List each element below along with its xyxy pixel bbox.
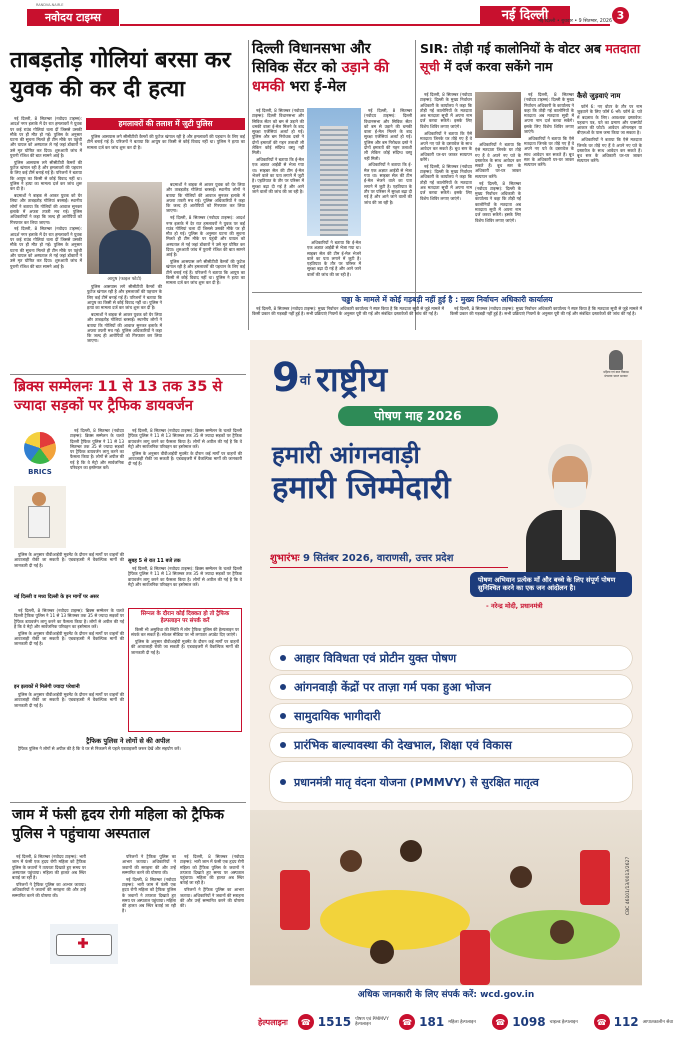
victim-photo-caption: आयुष (फाइल फोटो)	[107, 277, 142, 282]
heart-para-6: परिजनों ने ट्रैफिक पुलिस का आभार जताया। अधिकारियों ने जवानों की सराहना की और उन्हें सम्मानित करने की घोषणा की।	[180, 887, 244, 909]
headline-heart-patient: जाम में फंसी हृदय रोगी महिला को ट्रैफिक पुलिस ने पहुंचाया अस्पताल	[12, 807, 225, 842]
photo-chair-1	[280, 870, 310, 930]
brics-box-title: सिग्नल के दौरान कोई दिक्कत हो तो ट्रैफिक हेल्पलाइन पर संपर्क करें	[140, 611, 230, 624]
bullet-icon	[280, 713, 286, 719]
ad-point-4-text: प्रारंभिक बाल्यावस्था की देखभाल, शिक्षा एवं विकास	[294, 737, 512, 752]
chadha-para-1: नई दिल्ली, 8 सितम्बर (नवोदय टाइम्स): मुख्य निर्वाचन अधिकारी कार्यालय ने स्पष्ट किया है कि मतदाता सूची से जुड़े मामले में किसी प्रकार की गड़बड़ी नहीं हुई है। सभी प्रक्रियाएं नियमों के अनुसार पूरी की गईं और संबंधित दस्तावेजों की जांच की गई है।	[252, 306, 444, 317]
brics-sub-3: इन इलाकों में मिलेगी ज्यादा परेशानी	[14, 684, 80, 690]
sir-para-7: अधिकारियों ने बताया कि ऐसे मतदाता जिनके घर तोड़े गए हैं वे अपने नए पते के दस्तावेज के साथ आवेदन कर सकते हैं। बूथ स्तर के अधिकारी घर-घर जाकर सत्यापन करेंगे।	[524, 135, 574, 168]
sir-box-body	[577, 104, 642, 324]
ad-emblem	[602, 350, 630, 398]
brics-para-5: पुलिस के अनुसार वीवीआईपी मूवमेंट के दौरान कई मार्गों पर वाहनों की आवाजाही रोकी जा सकती है। एडवाइजरी में वैकल्पिक मार्गों की जानकारी दी गई है।	[14, 692, 124, 708]
helpline-3-num: 1098	[512, 1015, 546, 1029]
brics-sub-2: सुबह 5 से रात 11 बजे तक	[128, 558, 181, 564]
headline-sir	[420, 40, 642, 76]
brics-para-1: नई दिल्ली, 8 सितम्बर (नवोदय टाइम्स): ब्रिक्स सम्मेलन के चलते दिल्ली ट्रैफिक पुलिस ने 11 से 13 सितम्बर तक 35 से ज्यादा सड़कों पर ट्रैफिक डायवर्जन लागू करने का फैसला किया है। लोगों से अपील की गई है कि वे मेट्रो और सार्वजनिक परिवहन का इस्तेमाल करें।	[70, 428, 124, 471]
ad-point-3	[270, 704, 632, 728]
ad-quote-box	[470, 572, 632, 638]
anganwadi-children-photo	[250, 810, 642, 985]
brics-para-7: पुलिस के अनुसार वीवीआईपी मूवमेंट के दौरान कई मार्गों पर वाहनों की आवाजाही रोकी जा सकती है। एडवाइजरी में वैकल्पिक मार्गों की जानकारी दी गई है।	[128, 450, 242, 467]
ad-title-num: 9	[272, 355, 300, 401]
heart-para-3: परिजनों ने ट्रैफिक पुलिस का आभार जताया। अधिकारियों ने जवानों की सराहना की और उन्हें सम्मानित करने की घोषणा की।	[122, 854, 176, 875]
ad-point-2	[270, 675, 632, 699]
civic-tower	[320, 126, 348, 236]
shooting-para-1: नई दिल्ली, 8 सितम्बर (नवोदय टाइम्स): आदर्श नगर इलाके में देर रात हमलावरों ने युवक पर कई राउंड गोलियां चला दीं जिससे उसकी मौके पर ही मौत हो गई। पुलिस के अनुसार घटना की सूचना मिलते ही टीम मौके पर पहुंची और घायल को अस्पताल ले गई जहां डॉक्टरों ने उसे मृत घोषित कर दिया। शुरुआती जांच में पुरानी रंजिश की बात सामने आई है।	[10, 116, 82, 159]
ad-point-5-text: प्रधानमंत्री मातृ वंदना योजना (PMMVY) से सुरक्षित मातृत्व	[294, 775, 539, 789]
helpline-1	[298, 1014, 389, 1030]
headline-bomb-c: भरा ई-मेल	[284, 79, 347, 95]
ad-point-3-text: सामुदायिक भागीदारी	[294, 708, 381, 723]
bomb-para-4: नई दिल्ली, 8 सितम्बर (नवोदय टाइम्स): दिल्ली विधानसभा और सिविक सेंटर को बम से उड़ाने की धमकी वाला ई-मेल मिलने के बाद सुरक्षा एजेंसियां अलर्ट हो गईं। पुलिस और बम निरोधक दस्ते ने दोनों इमारतों की गहन तलाशी ली लेकिन कोई संदिग्ध वस्तु नहीं मिली।	[364, 108, 412, 161]
ad-helplines-label: हेल्पलाइनः	[258, 1017, 288, 1027]
shooting-para-10: बदमाशों ने बाइक से आकर युवक को घेर लिया और ताबड़तोड़ गोलियां बरसाईं। स्थानीय लोगों ने बताया कि गोलियों की आवाज सुनकर इलाके में अफरा तफरी मच गई। पुलिस अधिकारियों ने कहा कि जल्द ही आरोपियों को गिरफ्तार कर लिया जाएगा।	[87, 311, 162, 344]
ad-event-line	[270, 550, 510, 564]
ad-quote-by: - नरेन्द्र मोदी, प्रधानमंत्री	[486, 601, 543, 610]
photo-table	[320, 890, 470, 950]
headline-sir-c: में दर्ज करवा सकेंगे नाम	[439, 59, 553, 74]
sir-para-3: नई दिल्ली, 8 सितम्बर (नवोदय टाइम्स): दिल्ली के मुख्य निर्वाचन अधिकारी के कार्यालय ने कहा कि तोड़ी गई कालोनियों के मतदाता अब मतदाता सूची में अपना नाम दर्ज करवा सकेंगे। इसके लिए विशेष शिविर लगाए जाएंगे।	[420, 163, 472, 201]
photo-child-3	[510, 866, 532, 888]
helpline-4-label: आपातकालीन सेवा	[642, 1019, 674, 1025]
sir-para-4: अधिकारियों ने बताया कि ऐसे मतदाता जिनके घर तोड़े गए हैं वे अपने नए पते के दस्तावेज के साथ आवेदन कर सकते हैं। बूथ स्तर के अधिकारी घर-घर जाकर सत्यापन करेंगे।	[475, 142, 521, 179]
story-bomb-threat	[252, 34, 412, 334]
helpline-1-label: पोषण एवं PMMVY हेल्पलाइन	[355, 1017, 389, 1027]
shooting-para-8: पुलिस आसपास लगे सीसीटीवी कैमरों की फुटेज खंगाल रही है और हमलावरों की पहचान के लिए कई टीमें बनाई गई हैं। परिजनों ने बताया कि आयुष का किसी से कोई विवाद नहीं था। पुलिस ने हत्या का मामला दर्ज कर जांच शुरू कर दी है।	[166, 259, 245, 286]
helpline-4	[594, 1014, 677, 1030]
phone-icon: ☎	[492, 1014, 508, 1030]
heart-col-3	[180, 854, 244, 1036]
ambulance-photo	[50, 924, 118, 964]
brics-logo-petals	[24, 432, 56, 464]
shooting-subhead: हमलावरों की तलाश में जुटी पुलिस	[86, 118, 245, 130]
ad-contact-bar	[250, 986, 642, 1004]
heart-para-2: परिजनों ने ट्रैफिक पुलिस का आभार जताया। अधिकारियों ने जवानों की सराहना की और उन्हें सम्मानित करने की घोषणा की।	[12, 881, 86, 898]
shooting-para-2: पुलिस आसपास लगे सीसीटीवी कैमरों की फुटेज खंगाल रही है और हमलावरों की पहचान के लिए कई टीमें बनाई गई हैं। परिजनों ने बताया कि आयुष का किसी से कोई विवाद नहीं था। पुलिस ने हत्या का मामला दर्ज कर जांच शुरू कर दी है।	[10, 159, 82, 192]
brics-box-para-1: किसी भी असुविधा की स्थिति में लोग ट्रैफिक पुलिस की हेल्पलाइन पर संपर्क कर सकते हैं। सोशल मीडिया पर भी लगातार अपडेट दिए जाएंगे।	[131, 627, 239, 638]
story-brics	[10, 376, 246, 801]
headline-bomb-threat	[252, 40, 412, 97]
ad-point-1	[270, 646, 632, 670]
ashoka-emblem-icon	[609, 350, 623, 370]
poshan-ad	[250, 340, 674, 1040]
story-chadha	[252, 294, 642, 338]
phone-icon: ☎	[594, 1014, 610, 1030]
masthead-rule-left	[120, 24, 480, 26]
heart-col-2	[122, 854, 176, 1036]
brics-col-1	[70, 428, 124, 548]
shooting-para-5: पुलिस आसपास लगे सीसीटीवी कैमरों की फुटेज खंगाल रही है और हमलावरों की पहचान के लिए कई टीमें बनाई गई हैं। परिजनों ने बताया कि आयुष का किसी से कोई विवाद नहीं था। पुलिस ने हत्या का मामला दर्ज कर जांच शुरू कर दी है।	[87, 134, 245, 150]
helpline-2	[399, 1014, 482, 1030]
ad-emblem-caption: महिला एवं बाल विकास मंत्रालय भारत सरकार	[603, 370, 629, 378]
brics-para-4: पुलिस के अनुसार वीवीआईपी मूवमेंट के दौरान कई मार्गों पर वाहनों की आवाजाही रोकी जा सकती है। एडवाइजरी में वैकल्पिक मार्गों की जानकारी दी गई है।	[14, 630, 124, 647]
ad-tagline	[272, 440, 512, 506]
chadha-body	[252, 306, 642, 334]
heart-para-5: नई दिल्ली, 8 सितम्बर (नवोदय टाइम्स): भारी जाम में फंसी एक हृदय रोगी महिला को ट्रैफिक पुलिस के जवानों ने तत्परता दिखाते हुए समय पर अस्पताल पहुंचाया। महिला की हालत अब स्थिर बताई जा रही है।	[180, 854, 244, 886]
shooting-col-2	[87, 134, 245, 176]
headline-brics: ब्रिक्स सम्मेलनः 11 से 13 तक 35 से ज्यादा सड़कों पर ट्रैफिक डायवर्जन	[14, 379, 223, 414]
sir-box-title: कैसे जुड़वाएं नाम	[577, 92, 621, 100]
brics-logo-text: BRICS	[28, 468, 52, 476]
phone-icon: ☎	[399, 1014, 415, 1030]
ad-event-detail: 9 सितंबर 2026, वाराणसी, उत्तर प्रदेश	[303, 553, 454, 564]
brics-col-1d	[14, 692, 124, 732]
cop-head	[32, 492, 46, 506]
ad-helplines	[250, 1004, 674, 1040]
ad-subtitle: पोषण माह 2026	[338, 406, 498, 426]
page-number: 3	[612, 7, 629, 24]
helpline-3	[492, 1014, 583, 1030]
brics-col-2	[128, 428, 242, 556]
voter-photo	[475, 92, 521, 138]
brics-para-3: नई दिल्ली, 8 सितम्बर (नवोदय टाइम्स): ब्रिक्स सम्मेलन के चलते दिल्ली ट्रैफिक पुलिस ने 11 से 13 सितम्बर तक 35 से ज्यादा सड़कों पर ट्रैफिक डायवर्जन लागू करने का फैसला किया है। लोगों से अपील की गई है कि वे मेट्रो और सार्वजनिक परिवहन का इस्तेमाल करें।	[14, 608, 124, 629]
masthead-rule-right	[570, 24, 610, 26]
headline-bomb-b: उड़ाने की धमकी	[252, 60, 390, 95]
helpline-1-num: 1515	[317, 1015, 352, 1029]
sir-box-para-1: फॉर्म 6: नए वोटर के तौर पर नाम जुड़वाने के लिए फॉर्म 6 भरें। फॉर्म 8: पते में बदलाव के लिए। आवश्यक दस्तावेज: पहचान पत्र, पते का प्रमाण और पासपोर्ट आकार की फोटो। आवेदन ऑनलाइन या बीएलओ के पास जमा किया जा सकता है।	[577, 104, 642, 136]
masthead	[0, 0, 650, 34]
victim-photo-body	[99, 230, 151, 274]
pm-shirt	[562, 510, 580, 560]
brics-para-6: नई दिल्ली, 8 सितम्बर (नवोदय टाइम्स): ब्रिक्स सम्मेलन के चलते दिल्ली ट्रैफिक पुलिस ने 11 से 13 सितम्बर तक 35 से ज्यादा सड़कों पर ट्रैफिक डायवर्जन लागू करने का फैसला किया है। लोगों से अपील की गई है कि वे मेट्रो और सार्वजनिक परिवहन का इस्तेमाल करें।	[128, 428, 242, 449]
chadha-para-2: नई दिल्ली, 8 सितम्बर (नवोदय टाइम्स): मुख्य निर्वाचन अधिकारी कार्यालय ने स्पष्ट किया है कि मतदाता सूची से जुड़े मामले में किसी प्रकार की गड़बड़ी नहीं हुई है। सभी प्रक्रियाएं नियमों के अनुसार पूरी की गईं और संबंधित दस्तावेजों की जांच की गई है।	[450, 306, 642, 317]
brics-box-para-2: पुलिस के अनुसार वीवीआईपी मूवमेंट के दौरान कई मार्गों पर वाहनों की आवाजाही रोकी जा सकती है। एडवाइजरी में वैकल्पिक मार्गों की जानकारी दी गई है।	[131, 639, 239, 655]
brics-sub-4: ट्रैफिक पुलिस ने लोगों से की अपील	[86, 737, 170, 745]
masthead-small-text: RANDVA-NAIR-E	[36, 3, 64, 7]
shooting-para-7: नई दिल्ली, 8 सितम्बर (नवोदय टाइम्स): आदर्श नगर इलाके में देर रात हमलावरों ने युवक पर कई राउंड गोलियां चला दीं जिससे उसकी मौके पर ही मौत हो गई। पुलिस के अनुसार घटना की सूचना मिलते ही टीम मौके पर पहुंची और घायल को अस्पताल ले गई जहां डॉक्टरों ने उसे मृत घोषित कर दिया। शुरुआती जांच में पुरानी रंजिश की बात सामने आई है।	[166, 215, 245, 258]
sir-para-5: नई दिल्ली, 8 सितम्बर (नवोदय टाइम्स): दिल्ली के मुख्य निर्वाचन अधिकारी के कार्यालय ने कहा कि तोड़ी गई कालोनियों के मतदाता अब मतदाता सूची में अपना नाम दर्ज करवा सकेंगे। इसके लिए विशेष शिविर लगाए जाएंगे।	[475, 180, 521, 223]
ad-tagline-2: हमारी जिम्मेदारी	[272, 470, 451, 506]
helpline-2-num: 181	[419, 1015, 445, 1029]
bomb-para-5: अधिकारियों ने बताया कि ई-मेल एक अज्ञात आईडी से भेजा गया था। साइबर सेल की टीम ई-मेल भेजने वाले का पता लगाने में जुटी है। एहतियात के तौर पर परिसर में सुरक्षा बढ़ा दी गई है और आने जाने वालों की जांच की जा रही है।	[364, 162, 412, 205]
phone-icon: ☎	[298, 1014, 314, 1030]
voter-photo-doc	[483, 110, 513, 130]
shooting-para-4: नई दिल्ली, 8 सितम्बर (नवोदय टाइम्स): आदर्श नगर इलाके में देर रात हमलावरों ने युवक पर कई राउंड गोलियां चला दीं जिससे उसकी मौके पर ही मौत हो गई। पुलिस के अनुसार घटना की सूचना मिलते ही टीम मौके पर पहुंची और घायल को अस्पताल ले गई जहां डॉक्टरों ने उसे मृत घोषित कर दिया। शुरुआती जांच में पुरानी रंजिश की बात सामने आई है।	[10, 226, 82, 269]
shooting-para-9: पुलिस आसपास लगे सीसीटीवी कैमरों की फुटेज खंगाल रही है और हमलावरों की पहचान के लिए कई टीमें बनाई गई हैं। परिजनों ने बताया कि आयुष का किसी से कोई विवाद नहीं था। पुलिस ने हत्या का मामला दर्ज कर जांच शुरू कर दी है।	[87, 284, 162, 311]
cop-body	[28, 506, 50, 538]
sir-para-6: नई दिल्ली, 8 सितम्बर (नवोदय टाइम्स): दिल्ली के मुख्य निर्वाचन अधिकारी के कार्यालय ने कहा कि तोड़ी गई कालोनियों के मतदाता अब मतदाता सूची में अपना नाम दर्ज करवा सकेंगे। इसके लिए विशेष शिविर लगाए जाएंगे।	[524, 92, 574, 135]
photo-chair-3	[580, 850, 610, 905]
photo-child-2	[400, 840, 422, 862]
ad-contact: अधिक जानकारी के लिए संपर्क करें: wcd.gov.in	[357, 990, 535, 1000]
sir-box	[577, 92, 642, 324]
photo-chair-2	[460, 930, 490, 985]
photo-child-1	[340, 850, 362, 872]
divider-h3	[10, 802, 246, 803]
headline-chadha: चढ्ढा के मामले में कोई गड़बड़ी नहीं हुई है : मुख्य निर्वाचन अधिकारी कार्यालय	[341, 295, 553, 304]
ad-title-main: राष्ट्रीय	[316, 360, 388, 400]
brics-appeal-text: ट्रैफिक पुलिस ने लोगों से अपील की है कि वे घर से निकलने से पहले एडवाइजरी जरूर देखें और सहयोग करें।	[18, 746, 181, 751]
story-sir-voters	[418, 34, 642, 334]
bomb-para-1: नई दिल्ली, 8 सितम्बर (नवोदय टाइम्स): दिल्ली विधानसभा और सिविक सेंटर को बम से उड़ाने की धमकी वाला ई-मेल मिलने के बाद सुरक्षा एजेंसियां अलर्ट हो गईं। पुलिस और बम निरोधक दस्ते ने दोनों इमारतों की गहन तलाशी ली लेकिन कोई संदिग्ध वस्तु नहीं मिली।	[252, 108, 304, 156]
sir-para-1: नई दिल्ली, 8 सितम्बर (नवोदय टाइम्स): दिल्ली के मुख्य निर्वाचन अधिकारी के कार्यालय ने कहा कि तोड़ी गई कालोनियों के मतदाता अब मतदाता सूची में अपना नाम दर्ज करवा सकेंगे। इसके लिए विशेष शिविर लगाए जाएंगे।	[420, 92, 472, 129]
helpline-3-label: चाइल्ड हेल्पलाइन	[549, 1019, 578, 1025]
bullet-icon	[280, 779, 286, 785]
ad-event-label: शुभारंभः	[270, 553, 300, 564]
brics-logo	[14, 428, 66, 484]
ad-points	[270, 646, 632, 802]
ad-event-rule	[270, 567, 508, 568]
headline-shooting-text: ताबड़तोड़ गोलियां बरसा कर युवक की कर दी हत्या	[10, 48, 231, 102]
divider-v1	[248, 40, 249, 330]
sir-box-para-2: अधिकारियों ने बताया कि ऐसे मतदाता जिनके घर तोड़े गए हैं वे अपने नए पते के दस्तावेज के साथ आवेदन कर सकते हैं। बूथ स्तर के अधिकारी घर-घर जाकर सत्यापन करेंगे।	[577, 137, 642, 164]
edition-label: नई दिल्ली	[480, 6, 570, 26]
ad-point-1-text: आहार विविधता एवं प्रोटीन युक्त पोषण	[294, 650, 457, 665]
brics-para-8: नई दिल्ली, 8 सितम्बर (नवोदय टाइम्स): ब्रिक्स सम्मेलन के चलते दिल्ली ट्रैफिक पुलिस ने 11 से 13 सितम्बर तक 35 से ज्यादा सड़कों पर ट्रैफिक डायवर्जन लागू करने का फैसला किया है। लोगों से अपील की गई है कि वे मेट्रो और सार्वजनिक परिवहन का इस्तेमाल करें।	[128, 566, 242, 587]
civic-centre-photo	[307, 108, 361, 236]
brand-logo: नवोदय टाइम्स	[27, 9, 119, 26]
pm-beard	[554, 482, 586, 508]
bomb-para-3: अधिकारियों ने बताया कि ई-मेल एक अज्ञात आईडी से भेजा गया था। साइबर सेल की टीम ई-मेल भेजने वाले का पता लगाने में जुटी है। एहतियात के तौर पर परिसर में सुरक्षा बढ़ा दी गई है और आने जाने वालों की जांच की जा रही है।	[307, 240, 361, 277]
headline-shooting	[10, 46, 245, 104]
victim-photo	[87, 182, 162, 274]
brics-col-1b	[14, 552, 124, 592]
helpline-4-num: 112	[613, 1015, 639, 1029]
traffic-cop-illustration	[14, 486, 66, 548]
heart-para-4: नई दिल्ली, 8 सितम्बर (नवोदय टाइम्स): भारी जाम में फंसी एक हृदय रोगी महिला को ट्रैफिक पुलिस के जवानों ने तत्परता दिखाते हुए समय पर अस्पताल पहुंचाया। महिला की हालत अब स्थिर बताई जा रही है।	[122, 876, 176, 914]
brics-helpline-box	[128, 608, 242, 732]
brics-appeal	[14, 746, 242, 770]
bullet-icon	[280, 684, 286, 690]
sir-col-3	[524, 92, 574, 324]
ad-title	[272, 356, 502, 402]
headline-sir-a: SIR: तोड़ी गई कालोनियों के वोटर अब	[420, 41, 606, 56]
headline-bomb-a: दिल्ली विधानसभा और सिविक सेंटर को	[252, 41, 371, 76]
bullet-icon	[280, 742, 286, 748]
divider-h1	[252, 292, 642, 293]
brics-col-1c	[14, 608, 124, 684]
date-line: नई दिल्ली • बुधवार • 9 सितम्बर, 2026	[538, 19, 612, 24]
headline-sir-b: मतदाता सूची	[420, 41, 641, 74]
ad-title-sup: वां	[299, 373, 311, 389]
photo-child-5	[370, 940, 394, 964]
bomb-para-2: अधिकारियों ने बताया कि ई-मेल एक अज्ञात आईडी से भेजा गया था। साइबर सेल की टीम ई-मेल भेजने वाले का पता लगाने में जुटी है। एहतियात के तौर पर परिसर में सुरक्षा बढ़ा दी गई है और आने जाने वालों की जांच की जा रही है।	[252, 157, 304, 194]
heart-para-1: नई दिल्ली, 8 सितम्बर (नवोदय टाइम्स): भारी जाम में फंसी एक हृदय रोगी महिला को ट्रैफिक पुलिस के जवानों ने तत्परता दिखाते हुए समय पर अस्पताल पहुंचाया। महिला की हालत अब स्थिर बताई जा रही है।	[12, 854, 86, 881]
sir-para-2: अधिकारियों ने बताया कि ऐसे मतदाता जिनके घर तोड़े गए हैं वे अपने नए पते के दस्तावेज के साथ आवेदन कर सकते हैं। बूथ स्तर के अधिकारी घर-घर जाकर सत्यापन करेंगे।	[420, 130, 472, 163]
ad-point-5	[270, 762, 632, 802]
shooting-para-6: बदमाशों ने बाइक से आकर युवक को घेर लिया और ताबड़तोड़ गोलियां बरसाईं। स्थानीय लोगों ने बताया कि गोलियों की आवाज सुनकर इलाके में अफरा तफरी मच गई। पुलिस अधिकारियों ने कहा कि जल्द ही आरोपियों को गिरफ्तार कर लिया जाएगा।	[166, 182, 245, 214]
ad-point-4	[270, 733, 632, 757]
divider-h2	[10, 374, 246, 375]
bullet-icon	[280, 655, 286, 661]
story-heart-patient	[10, 804, 246, 1039]
brics-para-2: पुलिस के अनुसार वीवीआईपी मूवमेंट के दौरान कई मार्गों पर वाहनों की आवाजाही रोकी जा सकती है। एडवाइजरी में वैकल्पिक मार्गों की जानकारी दी गई है।	[14, 552, 124, 568]
ad-quote: पोषण अभियान प्रत्येक माँ और बच्चे के लिए संपूर्ण पोषण सुनिश्चित करने का एक जन आंदोलन है।	[470, 572, 632, 597]
photo-child-4	[550, 920, 574, 944]
divider-v2	[415, 40, 416, 330]
brics-col-2b	[128, 566, 242, 606]
victim-photo-figure	[109, 196, 139, 232]
brics-sub-1: नई दिल्ली व मध्य दिल्ली के इन मार्गों पर असर	[14, 594, 99, 600]
ad-tagline-1: हमारी आंगनवाड़ी	[272, 441, 420, 469]
brics-box-body	[131, 627, 239, 725]
shooting-para-3: बदमाशों ने बाइक से आकर युवक को घेर लिया और ताबड़तोड़ गोलियां बरसाईं। स्थानीय लोगों ने बताया कि गोलियों की आवाज सुनकर इलाके में अफरा तफरी मच गई। पुलिस अधिकारियों ने कहा कि जल्द ही आरोपियों को गिरफ्तार कर लिया जाएगा।	[10, 193, 82, 225]
ad-code: CBC 46101/13/0013/2627	[626, 856, 631, 915]
ad-point-2-text: आंगनवाड़ी केंद्रों पर ताज़ा गर्म पका हुआ भोजन	[294, 679, 491, 694]
sir-col-1	[420, 92, 472, 324]
helpline-2-label: महिला हेल्पलाइन	[448, 1019, 476, 1025]
